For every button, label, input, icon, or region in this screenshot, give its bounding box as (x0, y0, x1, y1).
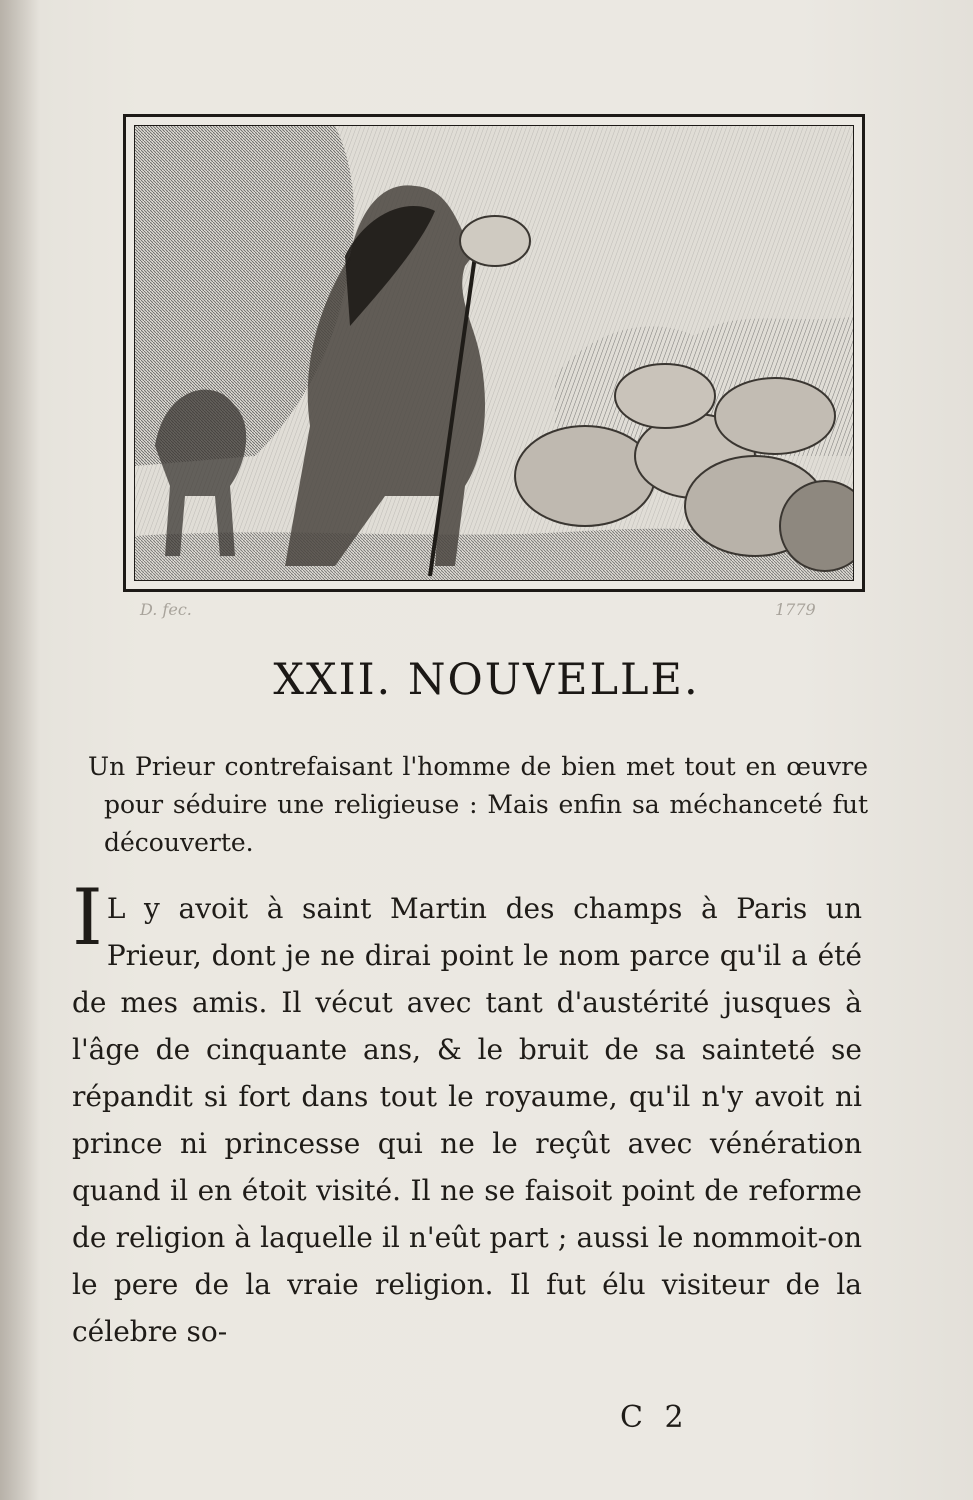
sheep (615, 364, 715, 428)
body-paragraph: L y avoit à saint Martin des champs à Paris un Prieur, dont je ne dirai point le nom parce qu'il a été de mes amis. Il vécut avec tant d'austérité jusques à l'âge de cinquante ans, & le bruit de sa sainteté se répandit si fort dans tout le royaume, qu'il n'y avoit ni prince ni princesse qui ne le reçût avec vénération quand il en étoit visité. Il ne se faisoit point de reforme de religion à laquelle il n'eût part ; aussi le nommoit-on le pere de la vraie religion. Il fut élu visiteur de la célebre so- (72, 892, 862, 1348)
engraved-plate (123, 114, 865, 592)
drop-cap: I (72, 873, 103, 963)
distaff-wool (460, 216, 530, 266)
engraving-illustration (135, 126, 854, 581)
sheep (715, 378, 835, 454)
signature-mark: C 2 (620, 1400, 690, 1435)
gutter-shadow (0, 0, 40, 1500)
engraver-caption: D. fec. (140, 600, 192, 619)
body-text (72, 873, 862, 1355)
chapter-title: XXII. NOUVELLE. (273, 655, 700, 705)
sheep (515, 426, 655, 526)
chapter-summary: Un Prieur contrefaisant l'homme de bien met tout en œuvre pour séduire une religieuse : Mais enfin sa méchanceté fut découverte. (88, 752, 868, 857)
plate-image (134, 125, 854, 581)
plate-date: 1779 (775, 600, 816, 619)
